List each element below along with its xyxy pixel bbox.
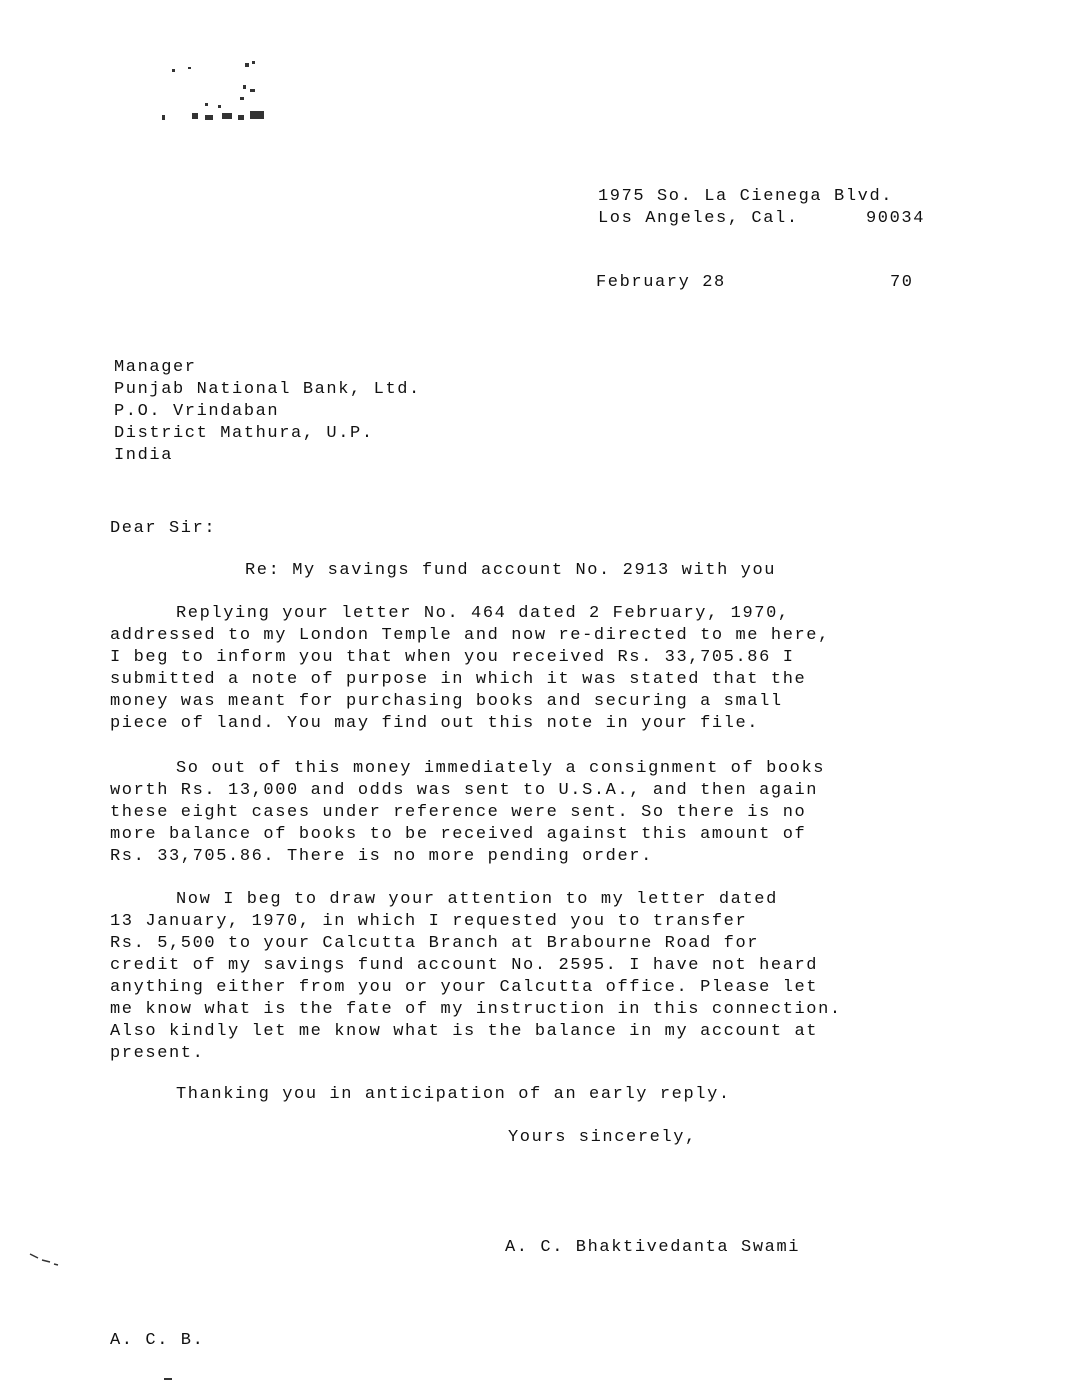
stray-mark <box>160 1376 180 1384</box>
subject-line: Re: My savings fund account No. 2913 with you <box>245 561 777 580</box>
paragraph-line: Rs. 33,705.86. There is no more pending order. <box>110 847 653 866</box>
paragraph-line: 13 January, 1970, in which I requested you to transfer <box>110 912 748 931</box>
zip-code: 90034 <box>866 209 926 228</box>
recipient-address <box>110 357 421 467</box>
paragraph-line: credit of my savings fund account No. 2595. I have not heard <box>110 956 819 975</box>
paragraph-line: money was meant for purchasing books and securing a small <box>110 692 783 711</box>
paragraph-line: present. <box>110 1044 205 1063</box>
paragraph-line: anything either from you or your Calcutta office. Please let <box>110 978 819 997</box>
valediction: Yours sincerely, <box>508 1128 697 1147</box>
paragraph-line: Replying your letter No. 464 dated 2 February, 1970, <box>176 604 790 623</box>
recipient-line: District Mathura, U.P. <box>114 424 374 443</box>
paragraph-line: these eight cases under reference were sent. So there is no <box>110 803 807 822</box>
initials: A. C. B. <box>110 1331 205 1350</box>
paragraph-line: piece of land. You may find out this note in your file. <box>110 714 760 733</box>
closing-line: Thanking you in anticipation of an early reply. <box>176 1085 731 1104</box>
paragraph-line: submitted a note of purpose in which it was stated that the <box>110 670 807 689</box>
stray-mark <box>28 1250 68 1270</box>
return-address-line1: 1975 So. La Cienega Blvd. <box>598 187 894 206</box>
body-paragraph-1 <box>110 603 830 735</box>
paragraph-line: me know what is the fate of my instruction in this connection. <box>110 1000 842 1019</box>
paragraph-line: Now I beg to draw your attention to my letter dated <box>176 890 778 909</box>
recipient-line: Manager <box>114 358 197 377</box>
paragraph-line: addressed to my London Temple and now re-directed to me here, <box>110 626 830 645</box>
return-address-line2: Los Angeles, Cal. <box>598 209 799 228</box>
recipient-line: India <box>114 446 174 465</box>
faded-stamp-mark <box>150 55 275 135</box>
paragraph-line: more balance of books to be received against this amount of <box>110 825 807 844</box>
recipient-line: P.O. Vrindaban <box>114 402 280 421</box>
paragraph-line: I beg to inform you that when you received Rs. 33,705.86 I <box>110 648 795 667</box>
letter-date: February 28 <box>596 273 726 292</box>
salutation: Dear Sir: <box>110 519 217 538</box>
body-paragraph-2 <box>110 758 825 868</box>
paragraph-line: Rs. 5,500 to your Calcutta Branch at Brabourne Road for <box>110 934 760 953</box>
signature-name: A. C. Bhaktivedanta Swami <box>505 1238 801 1257</box>
letter-date-year: 70 <box>890 273 914 292</box>
recipient-line: Punjab National Bank, Ltd. <box>114 380 421 399</box>
paragraph-line: worth Rs. 13,000 and odds was sent to U.S.A., and then again <box>110 781 819 800</box>
body-paragraph-3 <box>110 889 842 1065</box>
paragraph-line: Also kindly let me know what is the balance in my account at <box>110 1022 819 1041</box>
paragraph-line: So out of this money immediately a consignment of books <box>176 759 826 778</box>
